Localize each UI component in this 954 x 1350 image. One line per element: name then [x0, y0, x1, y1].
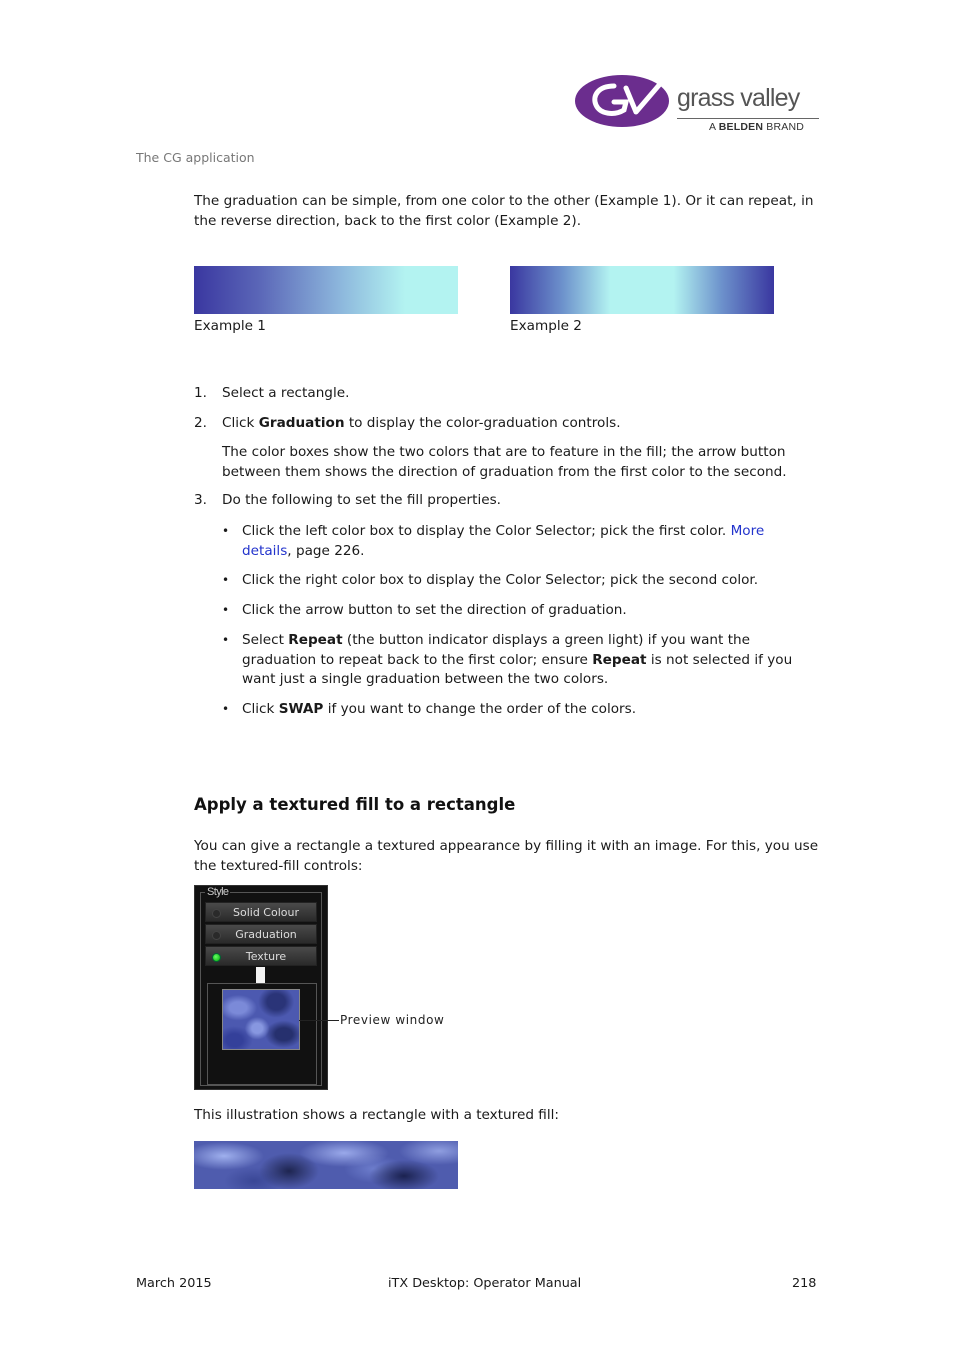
indicator-light-icon [212, 931, 221, 940]
gradient-example-2 [510, 266, 774, 314]
preview-window-callout: Preview window [340, 1013, 445, 1027]
bullet-icon: • [222, 633, 230, 647]
graduation-term: Graduation [258, 415, 345, 431]
graduation-button: Graduation [205, 924, 317, 944]
bullet-icon: • [222, 702, 230, 716]
step-text: Select a rectangle. [222, 385, 350, 401]
more-details-link[interactable]: More details [242, 523, 765, 559]
intro-paragraph: The graduation can be simple, from one color to the other (Example 1). Or it can repeat, in the reverse direction, back to the first color (Example 2). [194, 193, 814, 229]
bullet-item: • Click SWAP if you want to change the order of the colors. [222, 700, 818, 720]
gv-emblem-icon [574, 72, 678, 130]
example-1-caption: Example 1 [194, 318, 266, 334]
slider-handle [256, 967, 265, 983]
step-2-note: The color boxes show the two colors that are to feature in the fill; the arrow button between them shows the direction of graduation from the first color to the second. [222, 444, 787, 480]
texture-button: Texture [205, 946, 317, 966]
bullet-icon: • [222, 524, 230, 538]
style-group-legend: Style [207, 886, 229, 898]
running-head: The CG application [136, 150, 255, 165]
step-number: 1. [194, 385, 207, 401]
logo-divider [677, 118, 819, 119]
bullet-icon: • [222, 603, 230, 617]
texture-preview-window [222, 989, 300, 1050]
example-2-caption: Example 2 [510, 318, 582, 334]
gradient-example-1 [194, 266, 458, 314]
step-text: Do the following to set the fill properties. [222, 492, 501, 508]
textured-fill-rectangle [194, 1141, 458, 1189]
step-1 [194, 384, 814, 404]
bullet-item: • Click the arrow button to set the direction of graduation. [222, 601, 818, 621]
bullet-item: • Select Repeat (the button indicator displays a green light) if you want the graduation to repeat back to the first color; ensure Repeat is not selected if you want just a single graduation between the two colors. [222, 632, 793, 687]
callout-line [299, 1020, 339, 1021]
step-number: 3. [194, 492, 207, 508]
footer-date: March 2015 [136, 1276, 212, 1291]
bullet-icon: • [222, 573, 230, 587]
texture-caption: This illustration shows a rectangle with a textured fill: [194, 1107, 559, 1123]
bullet-item: • Click the right color box to display the Color Selector; pick the second color. [222, 571, 818, 591]
logo-wordmark: grass valley [677, 84, 800, 112]
indicator-light-icon [212, 953, 221, 962]
grass-valley-logo [574, 72, 820, 136]
section-intro: You can give a rectangle a textured appearance by filling it with an image. For this, you use the textured-fill controls: [194, 838, 819, 874]
step-3 [194, 491, 814, 511]
solid-colour-button: Solid Colour [205, 902, 317, 922]
style-panel-screenshot [194, 885, 328, 1090]
indicator-light-icon [212, 909, 221, 918]
logo-tagline: A BELDEN BRAND [709, 121, 805, 133]
step-number: 2. [194, 415, 207, 431]
step-2: 2. Click Graduation to display the color-graduation controls. [194, 414, 814, 434]
footer-title: iTX Desktop: Operator Manual [388, 1276, 582, 1291]
bullet-item: • Click the left color box to display the Color Selector; pick the first color. More details, page 226. [222, 523, 765, 559]
footer-page-number: 218 [792, 1276, 817, 1291]
section-heading: Apply a textured fill to a rectangle [194, 795, 516, 814]
